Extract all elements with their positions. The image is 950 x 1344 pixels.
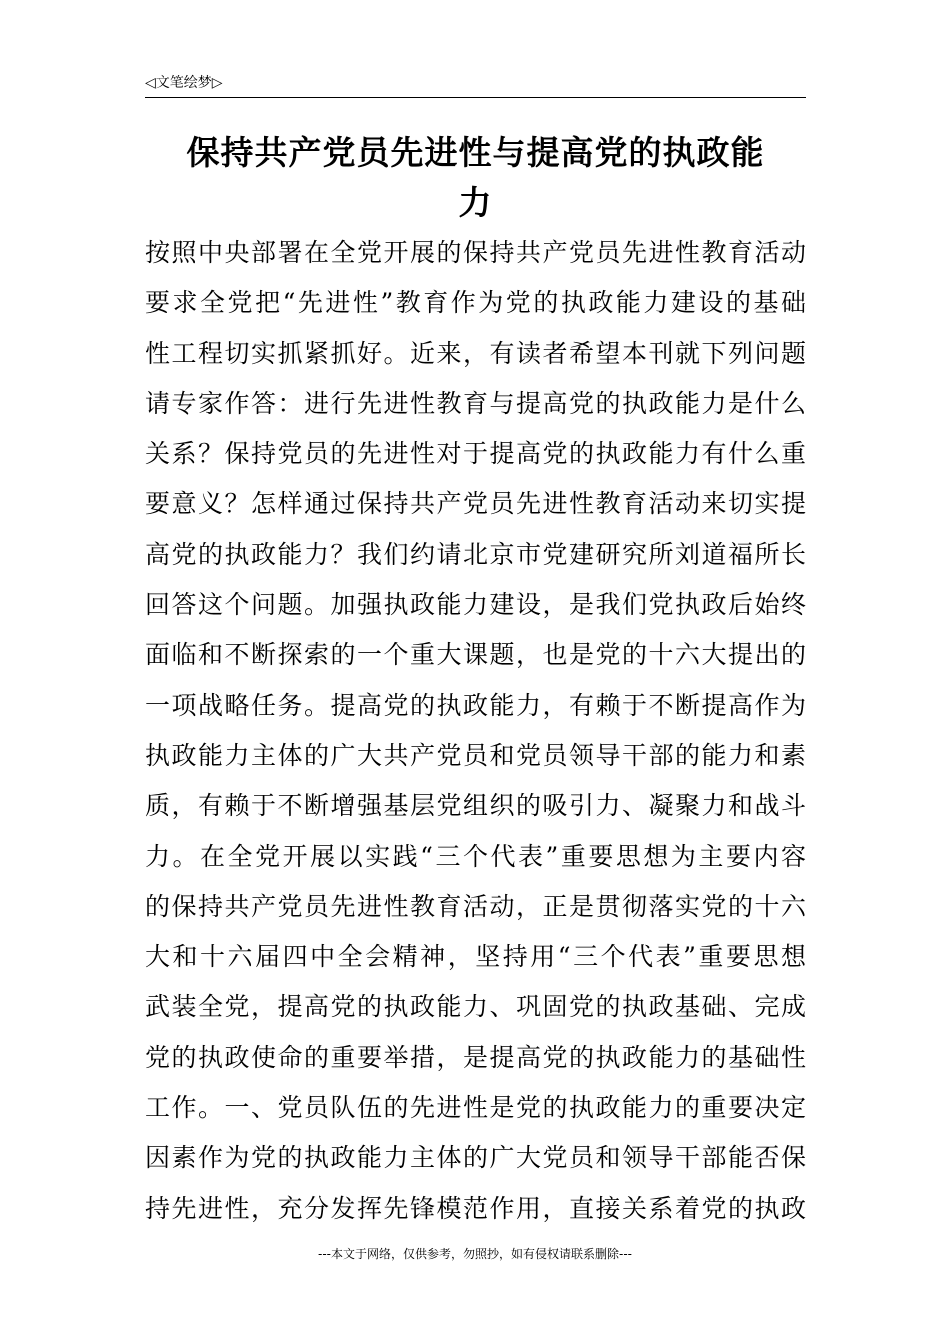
title-line-1: 保持共产党员先进性与提高党的执政能 — [186, 133, 765, 172]
body-line: 执政能力主体的广大共产党员和党员领导干部的能力和素 — [145, 740, 806, 770]
body-line: 质，有赖于不断增强基层党组织的吸引力、凝聚力和战斗 — [145, 791, 806, 821]
body-line: 按照中央部署在全党开展的保持共产党员先进性教育活动 — [145, 238, 806, 267]
body-line: 回答这个问题。加强执政能力建设，是我们党执政后始终 — [145, 590, 806, 620]
body-line: 关系？保持党员的先进性对于提高党的执政能力有什么重 — [145, 439, 806, 469]
body-line: 持先进性，充分发挥先锋模范作用，直接关系着党的执政 — [145, 1193, 806, 1223]
document-title — [145, 128, 806, 228]
body-line: 因素作为党的执政能力主体的广大党员和领导干部能否保 — [145, 1143, 806, 1173]
page-footer-disclaimer: ---本文于网络，仅供参考，勿照抄，如有侵权请联系删除--- — [318, 1247, 632, 1261]
body-line: 党的执政使命的重要举措，是提高党的执政能力的基础性 — [145, 1042, 806, 1072]
page-header-label: ◁文笔绘梦▷ — [145, 75, 223, 91]
body-line: 的保持共产党员先进性教育活动，正是贯彻落实党的十六 — [145, 891, 806, 921]
document-body — [145, 228, 806, 1234]
body-line: 高党的执政能力？我们约请北京市党建研究所刘道福所长 — [145, 539, 806, 569]
body-line: 一项战略任务。提高党的执政能力，有赖于不断提高作为 — [145, 690, 806, 720]
body-line: 要求全党把“先进性”教育作为党的执政能力建设的基础 — [145, 288, 806, 318]
title-line-2: 力 — [458, 183, 493, 222]
body-line: 面临和不断探索的一个重大课题，也是党的十六大提出的 — [145, 640, 806, 670]
body-line: 大和十六届四中全会精神，坚持用“三个代表”重要思想 — [145, 942, 806, 972]
body-line: 要意义？怎样通过保持共产党员先进性教育活动来切实提 — [145, 489, 806, 519]
body-line: 力。在全党开展以实践“三个代表”重要思想为主要内容 — [145, 841, 806, 871]
body-line: 请专家作答：进行先进性教育与提高党的执政能力是什么 — [145, 388, 806, 418]
header-divider — [145, 97, 806, 98]
body-line: 武装全党，提高党的执政能力、巩固党的执政基础、完成 — [145, 992, 806, 1022]
body-line: 工作。一、党员队伍的先进性是党的执政能力的重要决定 — [145, 1093, 806, 1123]
body-line: 性工程切实抓紧抓好。近来，有读者希望本刊就下列问题 — [145, 338, 806, 368]
